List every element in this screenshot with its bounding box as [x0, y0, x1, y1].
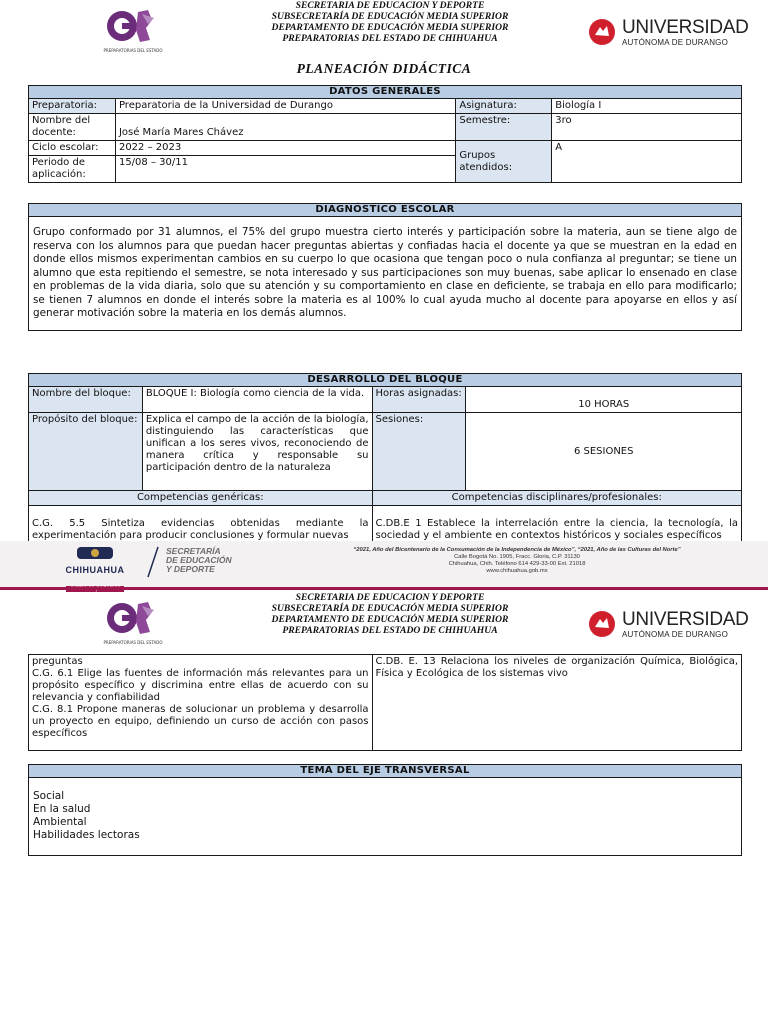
bloque-label: Nombre del bloque: — [29, 387, 143, 413]
footer-address: Calle Bogotá No. 1905, Fracc. Gloria, C.P. 31130 — [454, 554, 580, 560]
uad-name: UNIVERSIDAD — [622, 16, 749, 38]
universidad-logo — [588, 14, 749, 50]
page-footer — [0, 541, 768, 587]
diagnostico-heading: DIAGNÓSTICO ESCOLAR — [29, 204, 742, 217]
header-text — [180, 592, 600, 636]
tema-eje-list — [29, 778, 742, 856]
preparatorias-logo — [102, 6, 164, 58]
diagnostico-text: Grupo conformado por 31 alumnos, el 75% del grupo muestra cierto interés y participación sobre la materia, aun se tiene algo de reserva con los alumnos para que puedan hacer preguntas abiertas y confiadas hacia el docente ya que se muestran en la edad en donde ellos mismos experimentan cambios en su cuerpo lo que ocasiona que tengan poco o nula confianza al preguntar; se tiene un alumno que esta repitiendo el semestre, se nota interesado y sus participaciones son muy buenas, sabe aplicar lo ensenado en clase en problemas de la vida diaria, solo que su atención y su comportamiento en clase en deficiente, se trabaja en ello para modificarlo; se tienen 7 alumnos en donde el interés sobre la materia es al 100% lo cual ayuda mucho al docente para apoyarse en ellos y así generar motivación sobre la materia en los demás alumnos. — [29, 217, 742, 331]
bloque-value: BLOQUE I: Biología como ciencia de la vida. — [142, 387, 372, 413]
grupos-label: Grupos atendidos: — [456, 141, 552, 183]
datos-generales-table — [28, 85, 742, 183]
cdb-competencia: C.DB.E 1 Establece la interrelación entre la ciencia, la tecnología, la sociedad y el ambiente en contextos históricos y sociales específicos — [372, 506, 741, 544]
chihuahua-logo — [56, 545, 134, 583]
universidad-logo — [588, 606, 749, 642]
horas-label: Horas asignadas: — [372, 387, 466, 413]
cg-line: preguntas — [32, 656, 83, 667]
tema-eje-item: Ambiental — [33, 816, 87, 828]
footer-web: www.chihuahua.gob.mx — [486, 568, 548, 574]
header-line: PREPARATORIAS DEL ESTADO DE CHIHUAHUA — [282, 625, 498, 636]
header-text — [180, 0, 600, 44]
diagnostico-table — [28, 203, 742, 331]
desarrollo-table — [28, 373, 742, 544]
secretaria-line: DE EDUCACIÓN — [166, 555, 232, 565]
docente-label: Nombre del docente: — [29, 114, 116, 141]
preparatorias-logo — [102, 598, 164, 650]
tema-eje-item: En la salud — [33, 803, 91, 815]
disciplinares-label: Competencias disciplinares/profesionales: — [372, 491, 741, 506]
semestre-label: Semestre: — [456, 114, 552, 141]
asignatura-value: Biología I — [552, 99, 742, 114]
uad-name: UNIVERSIDAD — [622, 608, 749, 630]
proposito-label: Propósito del bloque: — [29, 413, 143, 491]
page-header-2 — [0, 592, 768, 658]
asignatura-label: Asignatura: — [456, 99, 552, 114]
header-line: SECRETARIA DE EDUCACION Y DEPORTE — [295, 592, 485, 603]
header-line: SUBSECRETARÍA DE EDUCACIÓN MEDIA SUPERIOR — [271, 603, 509, 614]
page-header — [0, 0, 768, 66]
genericas-label: Competencias genéricas: — [29, 491, 373, 506]
periodo-value: 15/08 – 30/11 — [115, 156, 455, 183]
grupos-value: A — [552, 141, 742, 183]
datos-generales-heading: DATOS GENERALES — [29, 86, 742, 99]
tema-eje-heading: TEMA DEL EJE TRANSVERSAL — [29, 765, 742, 778]
secretaria-line: Y DEPORTE — [166, 564, 215, 574]
cg-competencias-cont — [29, 655, 373, 751]
proposito-value: Explica el campo de la acción de la biología, distinguiendo las características que unifican a los seres vivos, reconociendo de manera crítica y responsable su participación dentro de la naturaleza — [142, 413, 372, 491]
footer-year-quote: “2021, Año del Bicentenario de la Consumación de la Independencia de México”, “2021, Año de las Culturas del Norte” — [353, 547, 681, 553]
sesiones-value: 6 SESIONES — [466, 413, 742, 491]
chihuahua-text: CHIHUAHUA — [65, 565, 125, 575]
footer-info — [292, 547, 742, 575]
secretaria-logo-text — [166, 547, 232, 574]
logo-caption: PREPARATORIAS DEL ESTADO — [103, 640, 163, 645]
secretaria-line: SECRETARÍA — [166, 546, 221, 556]
preparatoria-label: Preparatoria: — [29, 99, 116, 114]
header-line: DEPARTAMENTO DE EDUCACIÓN MEDIA SUPERIOR — [271, 614, 509, 625]
cg-competencia: C.G. 5.5 Sintetiza evidencias obtenidas mediante la experimentación para producir conclusiones y formular nuevas — [29, 506, 373, 544]
header-line: DEPARTAMENTO DE EDUCACIÓN MEDIA SUPERIOR — [271, 22, 509, 33]
uad-subname: AUTÓNOMA DE DURANGO — [622, 37, 729, 47]
sesiones-label: Sesiones: — [372, 413, 466, 491]
docente-value: José María Mares Chávez — [115, 114, 455, 141]
uad-emblem-icon — [588, 610, 616, 638]
footer-phone: Chihuahua, Chih. Teléfono 614 429-33-00 Ext. 21018 — [448, 561, 586, 567]
cg-line: C.G. 6.1 Elige las fuentes de información más relevantes para un propósito específico y discrimina entre ellas de acuerdo con su relevancia y confiabilidad — [32, 668, 369, 703]
divider-slash — [146, 545, 160, 579]
desarrollo-heading: DESARROLLO DEL BLOQUE — [29, 374, 742, 387]
footer-accent-line — [0, 587, 768, 590]
header-line: SECRETARIA DE EDUCACION Y DEPORTE — [295, 0, 485, 11]
cdb-competencia-cont: C.DB. E. 13 Relaciona los niveles de organización Química, Biológica, Física y Ecológica de los sistemas vivo — [372, 655, 741, 751]
preparatoria-value: Preparatoria de la Universidad de Durango — [115, 99, 455, 114]
tema-eje-item: Habilidades lectoras — [33, 829, 140, 841]
uad-emblem-icon — [588, 18, 616, 46]
desarrollo-continuation-table — [28, 654, 742, 751]
uad-subname: AUTÓNOMA DE DURANGO — [622, 629, 729, 639]
cg-line: C.G. 8.1 Propone maneras de solucionar un problema y desarrolla un proyecto en equipo, definiendo un curso de acción con pasos específicos — [32, 704, 369, 739]
tema-eje-item: Social — [33, 790, 65, 802]
logo-caption: PREPARATORIAS DEL ESTADO — [103, 48, 163, 53]
semestre-value: 3ro — [552, 114, 742, 141]
header-line: PREPARATORIAS DEL ESTADO DE CHIHUAHUA — [282, 33, 498, 44]
tema-eje-table — [28, 764, 742, 856]
horas-value: 10 HORAS — [466, 387, 742, 413]
header-line: SUBSECRETARÍA DE EDUCACIÓN MEDIA SUPERIOR — [271, 11, 509, 22]
chihuahua-emblem-icon — [75, 545, 115, 561]
periodo-label: Periodo de aplicación: — [29, 156, 116, 183]
ciclo-value: 2022 – 2023 — [115, 141, 455, 156]
page-title: PLANEACIÓN DIDÁCTICA — [296, 61, 472, 76]
ciclo-label: Ciclo escolar: — [29, 141, 116, 156]
